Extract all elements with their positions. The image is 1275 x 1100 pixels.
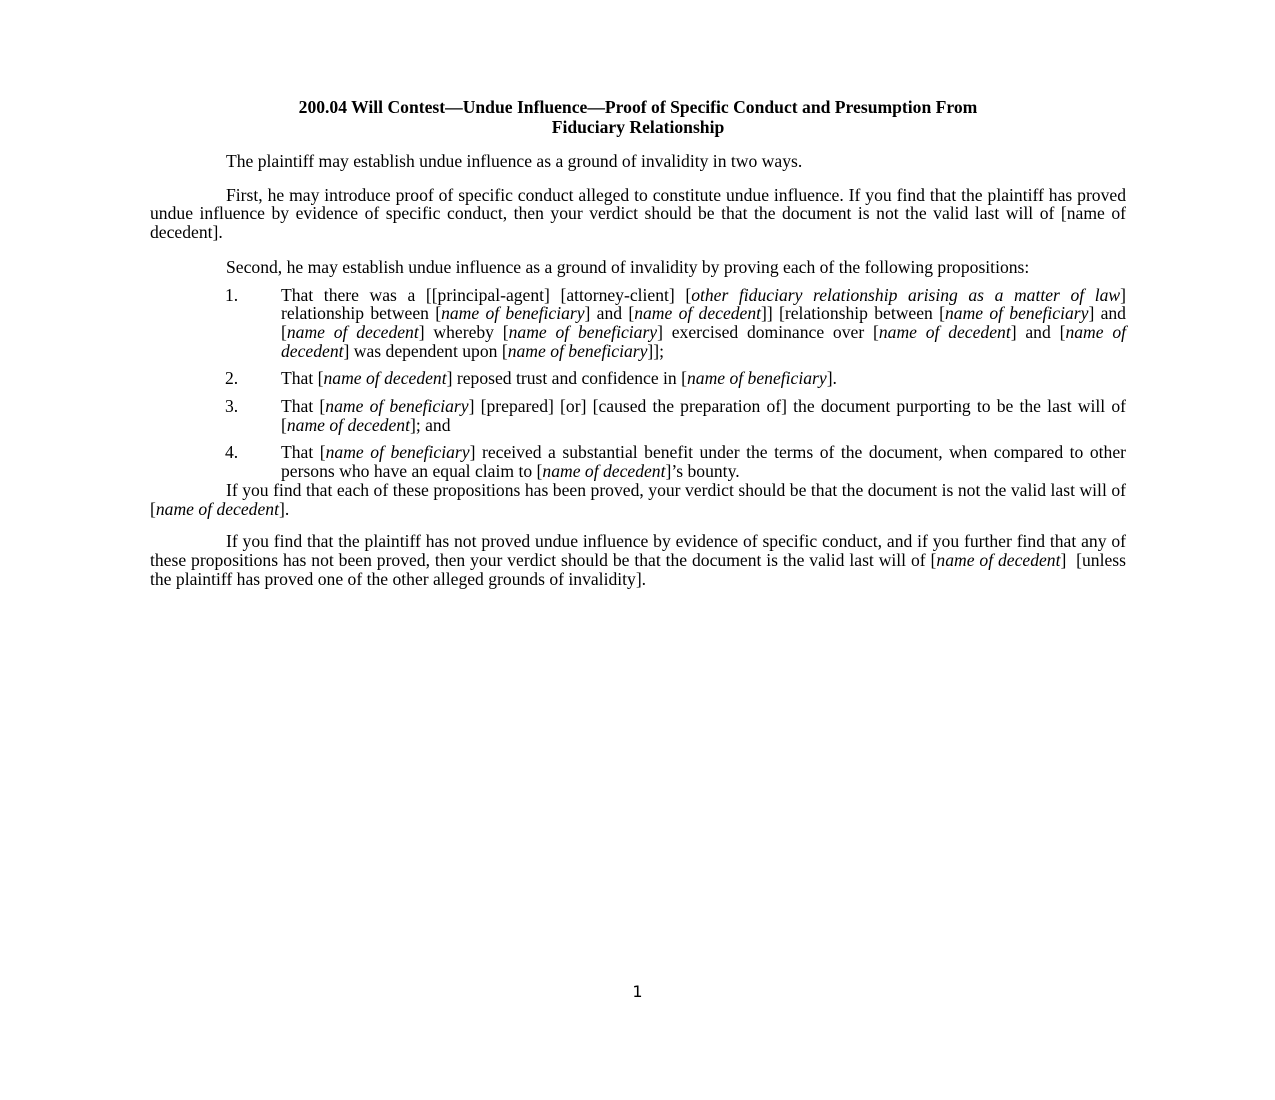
- proposition-item: [150, 397, 1126, 434]
- placeholder-text: name of decedent: [936, 549, 1061, 570]
- placeholder-text: name of decedent: [634, 303, 762, 324]
- paragraph-second-way: Second, he may establish undue influence as a ground of invalidity by proving each of the following propositions:: [226, 256, 1030, 277]
- proposition-text: That [name of decedent] reposed trust and confidence in [name of beneficiary].: [281, 368, 837, 389]
- proposition-text: That [name of beneficiary] received a substantial benefit under the terms of the document, when compared to other persons who have an equal claim to [name of decedent]’s bounty.: [281, 442, 1127, 482]
- document-page: [150, 98, 1126, 588]
- title-line-2: Fiduciary Relationship: [551, 116, 725, 137]
- proposition-item: [150, 369, 1126, 388]
- placeholder-text: name of beneficiary: [325, 396, 469, 417]
- placeholder-text: name of beneficiary: [507, 340, 648, 361]
- placeholder-text: name of decedent: [286, 414, 410, 435]
- placeholder-text: name of beneficiary: [508, 321, 658, 342]
- placeholder-text: name of decedent: [286, 321, 419, 342]
- paragraph-intro: The plaintiff may establish undue influence as a ground of invalidity in two ways.: [226, 151, 803, 171]
- paragraph-if-proved: If you find that each of these propositions has been proved, your verdict should be that the document is not the valid last will of [name of decedent].: [150, 479, 1126, 519]
- propositions-list: [150, 286, 1126, 481]
- proposition-number: 1.: [225, 284, 239, 305]
- placeholder-text: other fiduciary relationship arising as a matter of law: [691, 284, 1121, 305]
- paragraph-first-way: First, he may introduce proof of specific conduct alleged to constitute undue influence. If you find that the plaintiff has proved undue influence by evidence of specific conduct, then your verdict should be that the document is not the valid last will of [name of decedent].: [150, 184, 1126, 243]
- placeholder-text: name of beneficiary: [441, 303, 585, 324]
- proposition-text: That [name of beneficiary] [prepared] [or] [caused the preparation of] the document purporting to be the last will of [name of decedent]; and: [281, 396, 1126, 435]
- placeholder-text: name of beneficiary: [944, 303, 1089, 324]
- proposition-text: That there was a [[principal-agent] [attorney-client] [other fiduciary relationship arising as a matter of law] relationship between [name of beneficiary] and [name of decedent]] [relationship between [name of beneficiary] and [name of decedent] whereby [name of beneficiary] exercised dominance over [name of decedent] and [name of decedent] was dependent upon [name of beneficiary]];: [281, 284, 1127, 361]
- paragraph-final: If you find that the plaintiff has not proved undue influence by evidence of specific conduct, and if you further find that any of these propositions has not been proved, then your verdict should be that the document is the valid last will of [name of decedent] [unless the plaintiff has proved one of the other alleged grounds of invalidity].: [150, 531, 1126, 589]
- title-line-1: 200.04 Will Contest—Undue Influence—Proof of Specific Conduct and Presumption From: [298, 97, 978, 117]
- placeholder-text: name of beneficiary: [686, 368, 827, 389]
- proposition-number: 2.: [225, 368, 239, 389]
- page-number: 1: [632, 982, 643, 1001]
- page-title: [150, 98, 1126, 137]
- placeholder-text: name of beneficiary: [325, 442, 470, 463]
- placeholder-text: name of decedent: [323, 368, 447, 389]
- proposition-number: 3.: [225, 396, 239, 417]
- placeholder-text: name of decedent: [155, 498, 279, 519]
- proposition-number: 4.: [225, 442, 239, 463]
- proposition-item: [150, 286, 1126, 361]
- placeholder-text: name of decedent: [281, 321, 1127, 361]
- placeholder-text: name of decedent: [878, 321, 1011, 342]
- proposition-item: [150, 443, 1126, 480]
- placeholder-text: name of decedent: [542, 461, 666, 482]
